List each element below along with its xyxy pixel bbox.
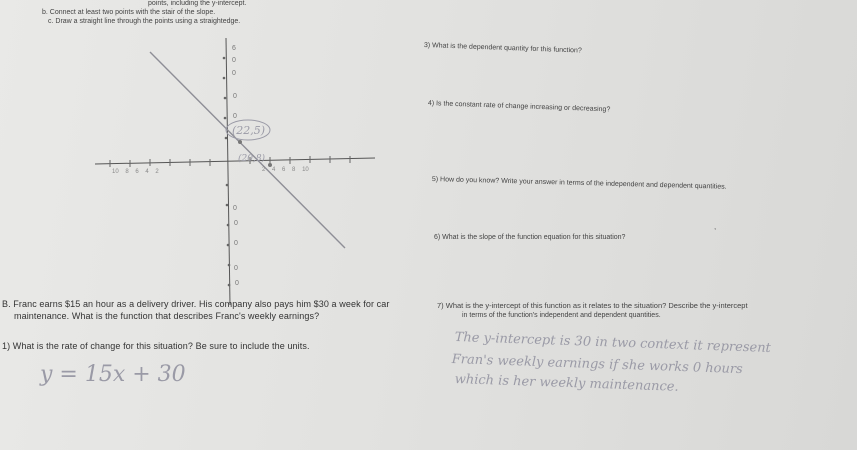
coordinate-graph bbox=[0, 0, 440, 310]
problem-b-line-1: B. Franc earns $15 an hour as a delivery driver. His company also pays him $30 a week for car bbox=[2, 299, 390, 309]
problem-b-line-2: maintenance. What is the function that describes Franc's weekly earnings? bbox=[14, 311, 320, 321]
handwritten-answer-line-2: Fran's weekly earnings if she works 0 hours bbox=[451, 352, 743, 378]
handwritten-answer-line-1: The y-intercept is 30 in two context it represent bbox=[454, 330, 772, 357]
y-axis-tick-labels bbox=[232, 45, 239, 287]
svg-text:0: 0 bbox=[232, 70, 236, 77]
problem-b-question-1: 1) What is the rate of change for this situation? Be sure to include the units. bbox=[2, 341, 310, 351]
svg-text:0: 0 bbox=[235, 280, 239, 287]
svg-text:0: 0 bbox=[233, 205, 237, 212]
question-5: 5) How do you know? Write your answer in terms of the independent and dependent quantities. bbox=[431, 176, 727, 191]
svg-text:0: 0 bbox=[232, 57, 236, 64]
plot-point bbox=[238, 140, 242, 144]
question-6: 6) What is the slope of the function equation for this situation? bbox=[434, 234, 626, 241]
x-tick-labels-left: 10 8 6 4 2 bbox=[112, 169, 159, 175]
svg-text:0: 0 bbox=[234, 220, 238, 227]
question-3: 3) What is the dependent quantity for this function? bbox=[423, 42, 582, 55]
handwritten-equation: y = 15x + 30 bbox=[40, 362, 186, 387]
question-7-line-1: 7) What is the y-intercept of this function as it relates to the situation? Describe the y-intercept bbox=[437, 301, 748, 310]
svg-text:0: 0 bbox=[234, 265, 238, 272]
stray-mark: , bbox=[714, 222, 717, 231]
question-4: 4) Is the constant rate of change increasing or decreasing? bbox=[427, 100, 611, 114]
function-line bbox=[150, 52, 345, 248]
handwritten-answer-line-3: which is her weekly maintenance. bbox=[454, 372, 679, 395]
header-line-a: points, including the y-intercept. bbox=[148, 0, 247, 7]
svg-text:6: 6 bbox=[232, 45, 236, 52]
svg-text:0: 0 bbox=[233, 113, 237, 120]
x-axis bbox=[95, 158, 375, 164]
point-label-2: (20,8) bbox=[238, 154, 266, 164]
svg-text:0: 0 bbox=[234, 240, 238, 247]
x-tick-labels-right: 2 4 6 8 10 bbox=[262, 167, 309, 173]
question-7-line-2: in terms of the function's independent and dependent quantities. bbox=[462, 312, 661, 319]
header-line-b: b. Connect at least two points with the stair of the slope. bbox=[42, 9, 216, 16]
svg-text:0: 0 bbox=[233, 93, 237, 100]
header-line-c: c. Draw a straight line through the points using a straightedge. bbox=[48, 18, 241, 25]
point-label-1: (22,5) bbox=[232, 124, 266, 137]
